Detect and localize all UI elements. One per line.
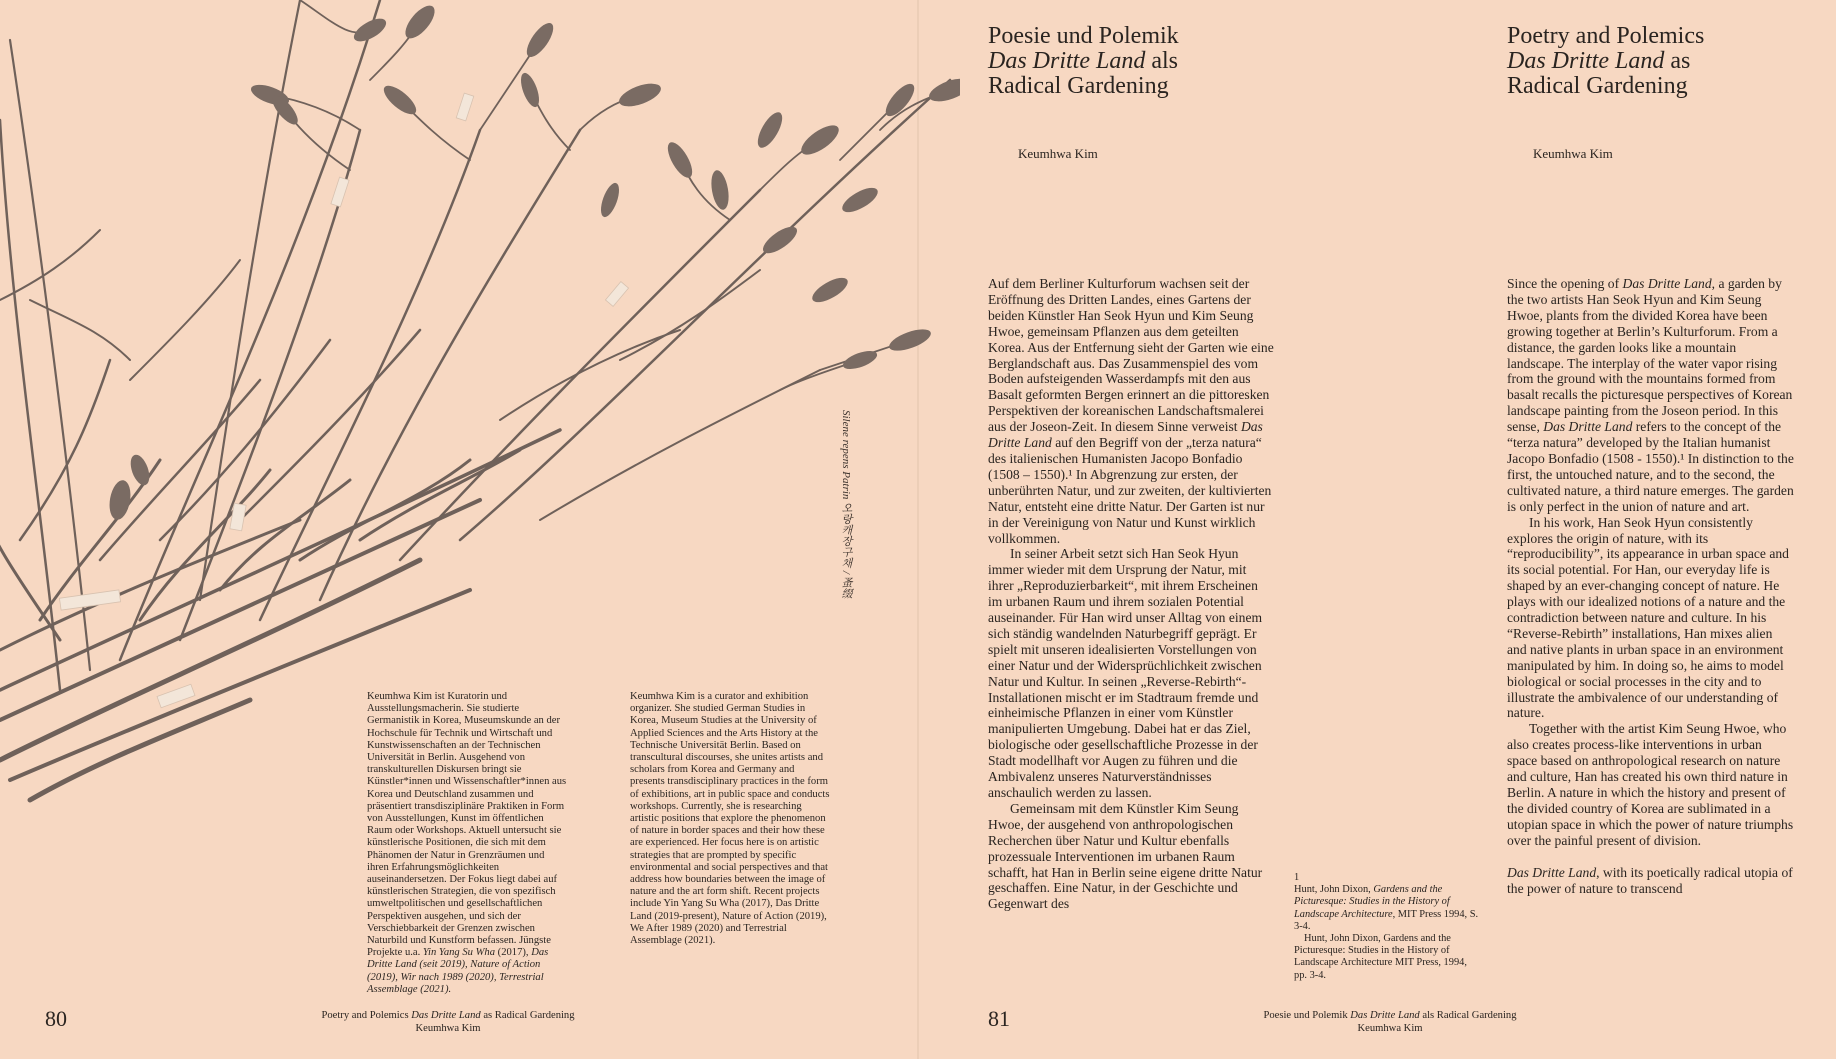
- en-paragraph-1: [1507, 276, 1795, 515]
- heading-de-line2-rest: als: [1145, 48, 1179, 74]
- de-paragraph-1: [988, 276, 1275, 546]
- de-paragraph-3: Gemeinsam mit dem Künstler Kim Seung Hwoe, der ausgehend von anthropologischen Recherchen über Natur und Kultur ebenfalls prozessuale Interventionen im urbanen Raum schafft, hat Han in Berlin seine eigene dritte Natur geschaffen. Eine Natur, in der Geschichte und Gegenwart des: [988, 800, 1263, 912]
- page-number-left: 80: [45, 1006, 67, 1031]
- en-p4-italic: Das Dritte Land: [1507, 864, 1597, 880]
- running-title-pre: Poetry and Polemics: [321, 1010, 412, 1021]
- plant-caption: Silene repens Patrin 오랑캐장구채 / 蚤缀: [840, 410, 852, 599]
- heading-de-line3: Radical Gardening: [988, 73, 1169, 99]
- heading-de-italic: Das Dritte Land: [988, 48, 1146, 74]
- heading-en-italic: Das Dritte Land: [1507, 48, 1665, 74]
- running-footer-right: [1210, 1009, 1570, 1035]
- running-author-right: Keumhwa Kim: [1357, 1023, 1423, 1034]
- running-title-pre-r: Poesie und Polemik: [1263, 1010, 1351, 1021]
- running-title-left: [268, 1009, 628, 1022]
- running-author-left: Keumhwa Kim: [415, 1023, 481, 1034]
- de-paragraph-2: In seiner Arbeit setzt sich Han Seok Hyun immer wieder mit dem Ursprung der Natur, mit ihrer „Reproduzierbarkeit“, mit ihrem Erscheinen im urbanen Raum und ihrem sozialen Potential auseinander. Für Han wird unser Alltag von einem sich ständig wandelnden Naturbegriff geprägt. Er spielt mit unseren idealisierten Vorstellungen von einer Natur und der Widersprüchlichkeit zwischen Natur und Kultur. In seinen „Reverse-Rebirth“-Installationen mischt er im Stadtraum fremde und einheimische Pflanzen in einer vom Künstler manipulierten Umgebung. Dabei hat er das Ziel, biologische oder gesellschaftliche Prozesse in der Stadt modellhaft vor Augen zu führen und die Ambivalenz unseres Naturverständnisses anschaulich werden zu lassen.: [988, 546, 1263, 800]
- en-p1-italic-2: Das Dritte Land: [1543, 419, 1633, 435]
- author-bio-english: Keumhwa Kim is a curator and exhibition organizer. She studied German Studies in Korea, Museum Studies at the University of Applied Sciences and the Arts History at the Technische Universität Berlin. Based on transcultural discourses, she unites artists and scholars from Korea and Germany and presents transdisciplinary practices in the form of exhibitions, art in public space and conducts workshops. Currently, she is researching artistic positions that explore the phenomenon of nature in border spaces and their how these are experienced. Her focus here is on artistic strategies that are prompted by specific environmental and social perspectives and that address how boundaries between the image of nature and the art form shift. Recent projects include Yin Yang Su Wha (2017), Das Dritte Land (2019-present), Nature of Action (2019), We After 1989 (2020) and Terrestrial Assemblage (2021).: [630, 691, 830, 947]
- fn-de-post: , MIT Press 1994, S. 3-4.: [1294, 908, 1479, 932]
- footnote-english: Hunt, John Dixon, Gardens and the Picturesque: Studies in the History of Landscape Architecture MIT Press, 1994, pp. 3-4.: [1294, 933, 1467, 981]
- de-p1-b: auf den Begriff von der „terza natura“ des italienischen Humanisten Jacopo Bonfadio (1508 – 1550).¹ In Abgrenzung zur ersten, der unberührten Natur, und zur zweiten, der kultivierten Natur, entsteht eine dritte Natur. Der Garten ist nur in der Vereinigung von Natur und Kunst wirklich vollkommen.: [988, 435, 1272, 546]
- footnotes: [1294, 872, 1480, 982]
- en-paragraph-4: [1507, 865, 1795, 897]
- en-p4-rest: , with its poetically radical utopia of the power of nature to transcend: [1507, 864, 1793, 896]
- page-number-right: 81: [988, 1006, 1010, 1031]
- heading-de-line1: Poesie und Polemik: [988, 23, 1179, 49]
- author-english: Keumhwa Kim: [1533, 146, 1613, 161]
- body-text-german: [988, 276, 1275, 912]
- heading-en-line3: Radical Gardening: [1507, 73, 1688, 99]
- author-german: Keumhwa Kim: [1018, 146, 1098, 161]
- en-p1-a: Since the opening of: [1507, 276, 1623, 291]
- footnote-number: 1: [1294, 872, 1300, 883]
- article-heading-german: [988, 24, 1408, 99]
- fn-de-italic: Gardens and the Picturesque: Studies in the History of Landscape Architecture: [1294, 884, 1450, 920]
- heading-de-line2: [988, 49, 1408, 74]
- heading-en-line1: Poetry and Polemics: [1507, 23, 1705, 49]
- article-heading-english: [1507, 24, 1836, 99]
- bio-de-text-2: (2017),: [495, 947, 532, 959]
- fn-de-pre: Hunt, John Dixon,: [1294, 884, 1374, 896]
- en-p1-italic-1: Das Dritte Land: [1622, 276, 1712, 291]
- en-paragraph-3: Together with the artist Kim Seung Hwoe, who also creates process-like interventions in urban space based on anthropological research on nature and culture, Han has created his own third nature in Berlin. A nature in which the history and present of the divided country of Korea are sublimated in a utopian space in which the power of nature triumphs over the painful present of division.: [1507, 721, 1794, 848]
- bio-de-project-1: Yin Yang Su Wha: [422, 947, 496, 959]
- bio-de-projects: Das Dritte Land (seit 2019), Nature of Action (2019), Wir nach 1989 (2020), Terrestrial Assemblage (2021).: [367, 947, 549, 995]
- heading-en-line2-rest: as: [1664, 48, 1691, 74]
- running-title-right: [1210, 1009, 1570, 1022]
- de-p1-a: Auf dem Berliner Kulturforum wachsen seit der Eröffnung des Dritten Landes, eines Gartens der beiden Künstler Han Seok Hyun und Kim Seung Hwoe, gemeinsam Pflanzen aus dem geteilten Korea. Aus der Entfernung sieht der Garten wie eine Berglandschaft aus. Das Zusammenspiel des vom Boden aufsteigenden Wasserdampfs mit den aus Basalt geformten Bergen erinnert an die pittoresken Perspektiven der koreanischen Landschaftsmalerei aus der Joseon-Zeit. In diesem Sinne verweist: [988, 276, 1274, 435]
- body-text-english: [1507, 276, 1795, 896]
- heading-en-line2: [1507, 49, 1836, 74]
- running-title-post: as Radical Gardening: [480, 1010, 575, 1021]
- running-title-italic: Das Dritte Land: [411, 1010, 481, 1021]
- en-p1-c: refers to the concept of the “terza natura” developed by the Italian humanist Jacopo Bonfadio (1508 - 1550).¹ In distinction to the first, the untouched nature, and to the second, the cultivated nature, a third nature emerges. The garden is only perfect in the union of nature and art.: [1507, 419, 1794, 514]
- author-bio-german: [367, 691, 567, 996]
- en-paragraph-2: In his work, Han Seok Hyun consistently explores the origin of nature, with its “reproducibility”, its appearance in urban space and its social potential. For Han, our everyday life is shaped by an ever-changing concept of nature. He plays with our idealized notions of a nature and the contradiction between nature and culture. In his “Reverse-Rebirth” installations, Han mixes alien and native plants in urban space in an environment manipulated by him. In doing so, he aims to model biological or social processes in the city and to illustrate the ambivalence of our understanding of nature.: [1507, 514, 1789, 721]
- running-footer-left: [268, 1009, 628, 1035]
- running-title-post-r: als Radical Gardening: [1419, 1010, 1517, 1021]
- running-title-italic-r: Das Dritte Land: [1350, 1010, 1420, 1021]
- bio-de-text: Keumhwa Kim ist Kuratorin und Ausstellungsmacherin. Sie studierte Germanistik in Korea, Museumskunde an der Hochschule für Technik und Wirtschaft und Kunstwissenschaften an der Technischen Universität in Berlin. Ausgehend von transkulturellen Diskursen bringt sie Künstler*innen und Wissenschaftler*innen aus Korea und Deutschland zusammen und präsentiert transdisziplinäre Praktiken in Form von Ausstellungen, Kunst im öffentlichen Raum oder Workshops. Aktuell untersucht sie künstlerische Positionen, die sich mit dem Phänomen der Natur in Grenzräumen und ihren Erfahrungsmöglichkeiten auseinandersetzen. Der Fokus liegt dabei auf künstlerischen Strategien, die von spezifisch umweltpolitischen und gesellschaftlichen Perspektiven ausgehen, und sich der Verschiebbarkeit der Grenzen zwischen Naturbild und Kunstform befassen. Jüngste Projekte u.a.: [367, 691, 567, 959]
- footnote-german: [1294, 884, 1480, 933]
- en-p1-b: , a garden by the two artists Han Seok Hyun and Kim Seung Hwoe, plants from the divided Korea have been growing together at Berlin’s Kulturforum. From a distance, the garden looks like a mountain landscape. The interplay of the water vapor rising from the ground with the mountains formed from basalt recalls the picturesque perspectives of Korean landscape painting from the Joseon period. In this sense,: [1507, 276, 1793, 435]
- de-p1-italic: Das Dritte Land: [988, 419, 1263, 451]
